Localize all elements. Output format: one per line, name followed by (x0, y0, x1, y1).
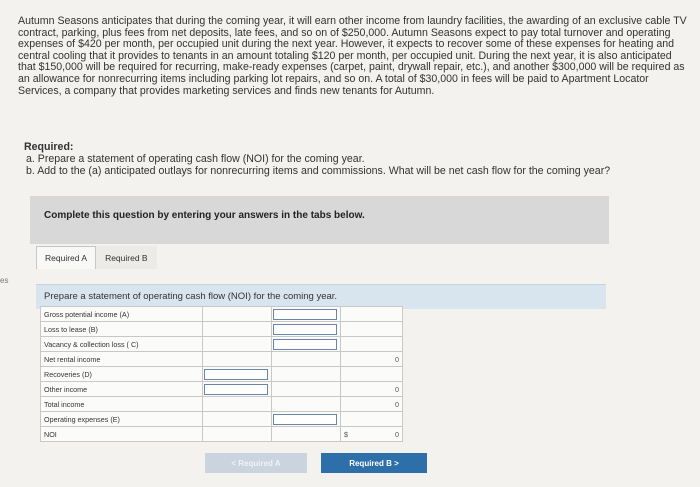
total-cell (341, 367, 403, 382)
input-cell (272, 322, 341, 337)
input-cell (272, 307, 341, 322)
amount-cell (272, 397, 341, 412)
noi-value: 0 (395, 429, 399, 439)
table-row (41, 367, 403, 382)
loss-to-lease-input[interactable] (273, 324, 337, 335)
amount-cell (203, 322, 272, 337)
row-label: Recoveries (D) (41, 367, 203, 382)
row-label: Net rental income (41, 352, 203, 367)
table-row (41, 397, 403, 412)
amount-cell (203, 307, 272, 322)
row-label: NOI (41, 427, 203, 442)
problem-statement (18, 16, 690, 97)
next-required-b-button[interactable]: Required B > (321, 453, 427, 473)
gross-potential-income-input[interactable] (273, 309, 337, 320)
amount-cell (272, 427, 341, 442)
prev-required-a-button[interactable]: < Required A (205, 453, 307, 473)
total-cell (341, 412, 403, 427)
tab-bar (36, 246, 157, 272)
total-cell (341, 322, 403, 337)
net-rental-income-value: 0 (341, 352, 403, 367)
currency-symbol: $ (344, 429, 348, 439)
total-income-value: 0 (341, 397, 403, 412)
input-cell (272, 352, 341, 367)
tab-required-b[interactable]: Required B (96, 246, 157, 269)
table-row (41, 427, 403, 442)
total-cell (341, 307, 403, 322)
row-label: Total income (41, 397, 203, 412)
row-label: Vacancy & collection loss ( C) (41, 337, 203, 352)
amount-cell (272, 367, 341, 382)
amount-cell (203, 397, 272, 412)
noi-total-cell (341, 427, 403, 442)
table-row (41, 382, 403, 397)
tab-required-a[interactable]: Required A (36, 246, 96, 269)
row-label: Operating expenses (E) (41, 412, 203, 427)
problem-text: Autumn Seasons anticipates that during the coming year, it will earn other income from laundry facilities, the awarding of an exclusive cable TV contract, parking, plus fees from net deposits, late fees, and so on of $250,000. Autumn Seasons expect to pay total turnover and operating expenses of $420 per month, per occupied unit during the next year. However, it expects to recover some of these expenses for heating and central cooling that it provides to tenants in an amount totaling $120 per month, per occupied unit. During the next year, it is also anticipated that $150,000 will be required for recurring, make-ready expenses (carpet, paint, drywall repair, etc.), and another $300,000 will be required as an allowance for nonrecurring items including parking lot repairs, and so on. A total of $30,000 in fees will be paid to Apartment Locator Services, a company that provides marketing services and finds new tenants for Autumn. (18, 15, 687, 97)
required-b-text: b. Add to the (a) anticipated outlays for nonrecurring items and commissions. What will be net cash flow for the coming year? (26, 165, 611, 177)
recoveries-input[interactable] (204, 369, 268, 380)
side-margin-label: es (0, 276, 9, 285)
amount-cell (203, 427, 272, 442)
panel-heading: Complete this question by entering your answers in the tabs below. (44, 210, 365, 221)
amount-cell (272, 382, 341, 397)
required-section (24, 141, 684, 177)
required-a-text: a. Prepare a statement of operating cash flow (NOI) for the coming year. (26, 153, 365, 165)
operating-expenses-input[interactable] (273, 414, 337, 425)
required-title: Required: (24, 141, 74, 153)
amount-cell (203, 412, 272, 427)
table-row (41, 307, 403, 322)
table-row (41, 322, 403, 337)
other-income-input[interactable] (204, 384, 268, 395)
amount-cell (203, 337, 272, 352)
row-label: Other income (41, 382, 203, 397)
vacancy-collection-loss-input[interactable] (273, 339, 337, 350)
table-row (41, 337, 403, 352)
noi-statement-table (40, 306, 403, 442)
input-cell (272, 337, 341, 352)
row-label: Gross potential income (A) (41, 307, 203, 322)
instructions-panel (30, 196, 609, 244)
input-cell (203, 382, 272, 397)
input-cell (203, 367, 272, 382)
table-row (41, 412, 403, 427)
other-income-value: 0 (341, 382, 403, 397)
total-cell (341, 337, 403, 352)
amount-cell (203, 352, 272, 367)
input-cell (272, 412, 341, 427)
table-row (41, 352, 403, 367)
tab-instruction-text: Prepare a statement of operating cash flow (NOI) for the coming year. (44, 291, 338, 302)
row-label: Loss to lease (B) (41, 322, 203, 337)
